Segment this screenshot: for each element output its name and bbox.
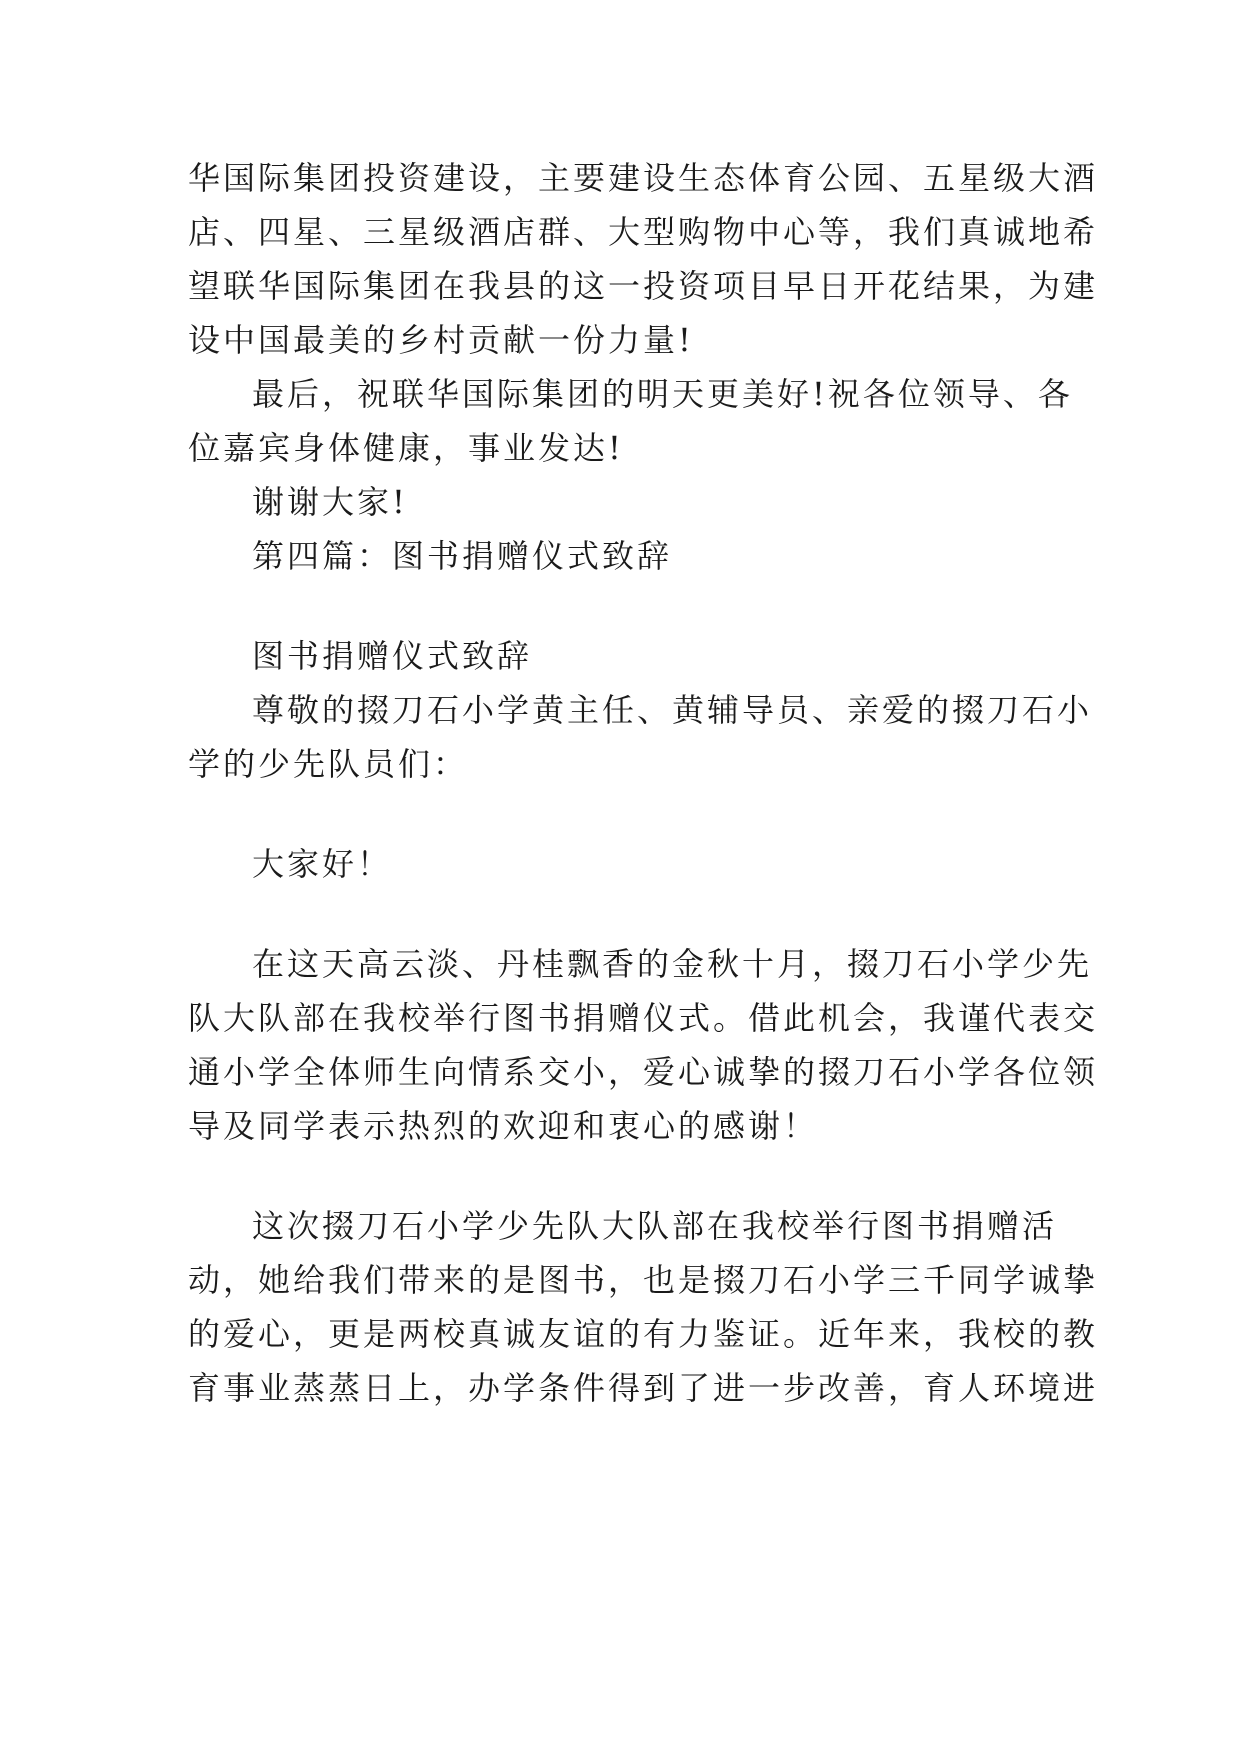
greeting-line: 大家好！ <box>252 845 393 883</box>
section-heading: 第四篇：图书捐赠仪式致辞 <box>252 537 673 575</box>
text-line: 位嘉宾身体健康，事业发达! <box>188 429 624 467</box>
text-line: 望联华国际集团在我县的这一投资项目早日开花结果，为建 <box>188 267 1099 305</box>
speech-title: 图书捐赠仪式致辞 <box>252 637 533 675</box>
text-line: 最后，祝联华国际集团的明天更美好!祝各位领导、各 <box>252 375 1073 413</box>
text-line: 这次掇刀石小学少先队大队部在我校举行图书捐赠活 <box>252 1207 1058 1245</box>
text-line: 学的少先队员们： <box>188 745 469 783</box>
text-line: 华国际集团投资建设，主要建设生态体育公园、五星级大酒 <box>188 159 1099 197</box>
text-line: 尊敬的掇刀石小学黄主任、黄辅导员、亲爱的掇刀石小 <box>252 691 1093 729</box>
text-line: 通小学全体师生向情系交小，爱心诚挚的掇刀石小学各位领 <box>188 1053 1099 1091</box>
text-line: 在这天高云淡、丹桂飘香的金秋十月，掇刀石小学少先 <box>252 945 1093 983</box>
text-line: 导及同学表示热烈的欢迎和衷心的感谢！ <box>188 1107 819 1145</box>
text-line: 谢谢大家! <box>252 483 408 521</box>
text-line: 动，她给我们带来的是图书，也是掇刀石小学三千同学诚挚 <box>188 1261 1099 1299</box>
text-line: 设中国最美的乡村贡献一份力量! <box>188 321 694 359</box>
text-line: 育事业蒸蒸日上，办学条件得到了进一步改善，育人环境进 <box>188 1369 1099 1407</box>
text-line: 的爱心，更是两校真诚友谊的有力鉴证。近年来，我校的教 <box>188 1315 1099 1353</box>
text-line: 队大队部在我校举行图书捐赠仪式。借此机会，我谨代表交 <box>188 999 1099 1037</box>
text-line: 店、四星、三星级酒店群、大型购物中心等，我们真诚地希 <box>188 213 1099 251</box>
